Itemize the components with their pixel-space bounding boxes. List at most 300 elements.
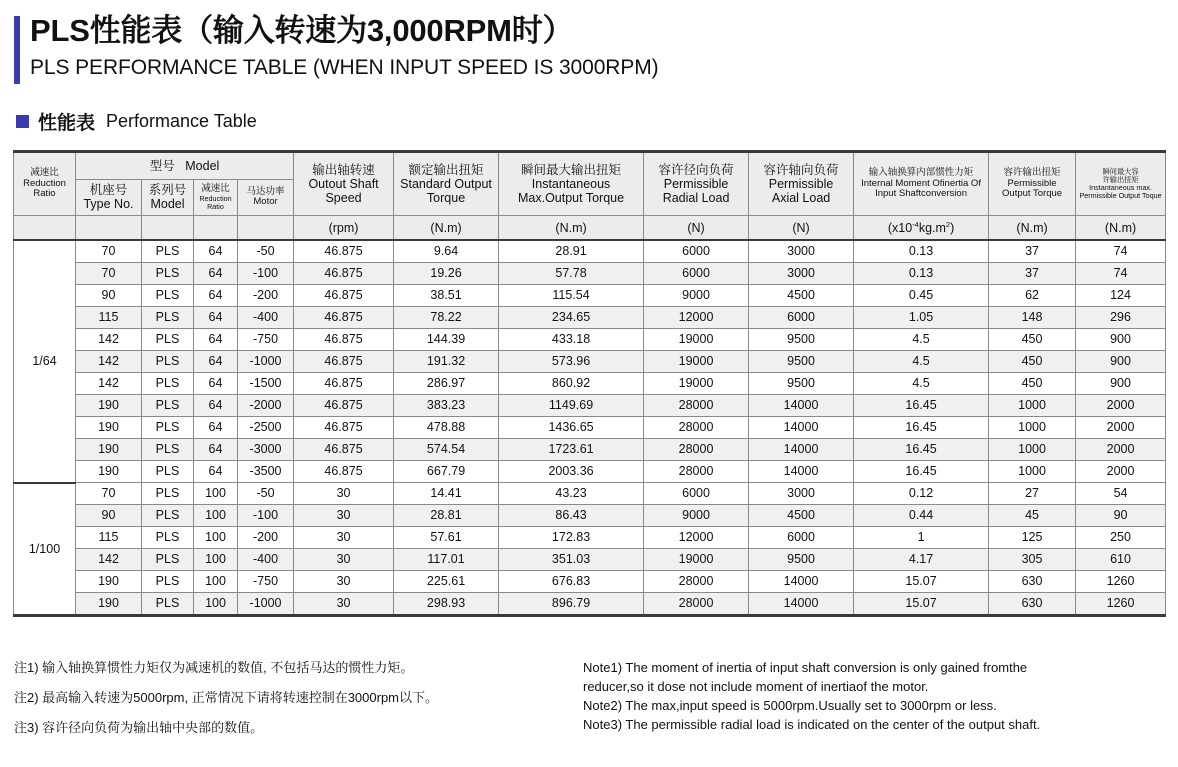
header-max-torque-en1: Instantaneous — [531, 176, 611, 191]
header-model-group-cn: 型号 — [149, 158, 175, 173]
table-cell: PLS — [142, 593, 194, 616]
header-permissible-torque — [989, 151, 1076, 215]
table-cell: 46.875 — [294, 351, 394, 373]
table-cell: 14.41 — [394, 483, 499, 505]
table-cell: 27 — [989, 483, 1076, 505]
table-cell: 142 — [76, 549, 142, 571]
header-inertia-en1: Internal Moment Ofinertia Of — [861, 177, 981, 189]
table-cell: 630 — [989, 571, 1076, 593]
header-series-en: Model — [150, 197, 185, 212]
table-cell: 190 — [76, 571, 142, 593]
table-cell: 45 — [989, 505, 1076, 527]
header-ratio-cn: 减速比 — [201, 183, 230, 195]
table-cell: 0.44 — [854, 505, 989, 527]
table-cell: 1 — [854, 527, 989, 549]
table-cell: 1000 — [989, 395, 1076, 417]
header-standard-torque-en2: Torque — [426, 191, 466, 206]
unit-radial-load: (N) — [644, 215, 749, 240]
table-cell: PLS — [142, 307, 194, 329]
table-cell: 0.13 — [854, 263, 989, 285]
table-cell: 383.23 — [394, 395, 499, 417]
table-cell: 142 — [76, 373, 142, 395]
performance-table-page — [0, 13, 1178, 767]
table-cell: 896.79 — [499, 593, 644, 616]
table-cell: 57.78 — [499, 263, 644, 285]
table-cell: 64 — [194, 439, 238, 461]
table-cell: 298.93 — [394, 593, 499, 616]
table-cell: 15.07 — [854, 571, 989, 593]
table-row — [14, 527, 1166, 549]
table-cell: 46.875 — [294, 285, 394, 307]
header-reduction-ratio-cn: 减速比 — [30, 167, 59, 179]
table-cell: 46.875 — [294, 439, 394, 461]
table-cell: 4.5 — [854, 351, 989, 373]
note-item-cn: 注3) 容许径向负荷为输出轴中央部的数值。 — [14, 720, 264, 735]
table-cell: 90 — [76, 285, 142, 307]
table-cell: 450 — [989, 351, 1076, 373]
table-cell: 37 — [989, 263, 1076, 285]
table-cell: -3000 — [238, 439, 294, 461]
section-label-en: Performance Table — [106, 110, 257, 131]
table-cell: -2500 — [238, 417, 294, 439]
header-motor — [238, 179, 294, 215]
table-cell: 1000 — [989, 461, 1076, 483]
table-row — [14, 439, 1166, 461]
header-axial-load-en2: Axial Load — [771, 191, 831, 206]
table-cell: 12000 — [644, 527, 749, 549]
notes-chinese — [14, 661, 574, 751]
header-ratio-en1: Reduction — [199, 193, 232, 203]
header-output-speed-en1: Outout Shaft — [308, 176, 379, 191]
table-cell: 900 — [1076, 373, 1166, 395]
header-radial-load — [644, 151, 749, 215]
header-model-group — [76, 151, 294, 179]
table-cell: 1000 — [989, 417, 1076, 439]
header-radial-load-en1: Permissible — [663, 176, 729, 191]
table-cell: -3500 — [238, 461, 294, 483]
header-standard-torque-cn: 额定输出扭矩 — [408, 162, 484, 177]
table-cell: 43.23 — [499, 483, 644, 505]
table-cell: -1000 — [238, 351, 294, 373]
unit-output-speed: (rpm) — [294, 215, 394, 240]
header-inertia-cn: 输入轴换算内部惯性力矩 — [868, 167, 974, 179]
table-cell: 14000 — [749, 417, 854, 439]
table-cell: 28.81 — [394, 505, 499, 527]
cell-reduction-ratio: 1/100 — [14, 483, 76, 616]
header-permissible-torque-cn: 容许输出扭矩 — [1003, 167, 1061, 179]
table-cell: 190 — [76, 593, 142, 616]
table-cell: 144.39 — [394, 329, 499, 351]
table-cell: 14000 — [749, 593, 854, 616]
table-row — [14, 505, 1166, 527]
table-cell: 1723.61 — [499, 439, 644, 461]
table-cell: 30 — [294, 483, 394, 505]
table-cell: 6000 — [749, 527, 854, 549]
table-cell: 574.54 — [394, 439, 499, 461]
table-row — [14, 373, 1166, 395]
table-cell: 286.97 — [394, 373, 499, 395]
table-cell: 225.61 — [394, 571, 499, 593]
table-cell: 6000 — [644, 263, 749, 285]
table-row — [14, 307, 1166, 329]
table-cell: 30 — [294, 527, 394, 549]
unit-permissible-torque: (N.m) — [989, 215, 1076, 240]
table-cell: 12000 — [644, 307, 749, 329]
table-cell: 28000 — [644, 439, 749, 461]
table-cell: 64 — [194, 395, 238, 417]
table-cell: 190 — [76, 439, 142, 461]
table-cell: 900 — [1076, 351, 1166, 373]
table-cell: 78.22 — [394, 307, 499, 329]
table-cell: 16.45 — [854, 395, 989, 417]
header-axial-load-cn: 容许轴向负荷 — [763, 162, 839, 177]
table-cell: 9000 — [644, 285, 749, 307]
table-row — [14, 483, 1166, 505]
table-cell: 70 — [76, 240, 142, 263]
table-cell: 860.92 — [499, 373, 644, 395]
header-ratio — [194, 179, 238, 215]
square-bullet-icon — [16, 115, 29, 128]
table-cell: PLS — [142, 483, 194, 505]
header-instant-permissible-en1: Instantaneous max. — [1089, 182, 1152, 192]
table-cell: 4.17 — [854, 549, 989, 571]
header-model-group-en: Model — [185, 158, 220, 173]
note-item-en: Note2) The max,input speed is 5000rpm.Usually set to 3000rpm or less. — [583, 698, 997, 713]
table-cell: 64 — [194, 240, 238, 263]
table-cell: 37 — [989, 240, 1076, 263]
table-cell: 305 — [989, 549, 1076, 571]
header-reduction-ratio-en2: Ratio — [33, 188, 56, 200]
table-cell: 70 — [76, 263, 142, 285]
table-cell: 28000 — [644, 417, 749, 439]
table-cell: 9000 — [644, 505, 749, 527]
note-item-cn: 注1) 输入轴换算惯性力矩仅为减速机的数值, 不包括马达的惯性力矩。 — [14, 660, 414, 675]
header-permissible-torque-en1: Permissible — [1007, 177, 1057, 189]
table-cell: 46.875 — [294, 240, 394, 263]
table-cell: PLS — [142, 373, 194, 395]
table-cell: PLS — [142, 439, 194, 461]
header-instant-permissible-torque — [1076, 151, 1166, 215]
table-cell: 14000 — [749, 571, 854, 593]
header-max-torque — [499, 151, 644, 215]
table-cell: 351.03 — [499, 549, 644, 571]
unit-standard-torque: (N.m) — [394, 215, 499, 240]
header-radial-load-cn: 容许径向负荷 — [658, 162, 734, 177]
table-cell: 28000 — [644, 461, 749, 483]
table-cell: -100 — [238, 505, 294, 527]
table-cell: 191.32 — [394, 351, 499, 373]
table-cell: PLS — [142, 417, 194, 439]
table-cell: 19000 — [644, 329, 749, 351]
table-cell: -1000 — [238, 593, 294, 616]
table-cell: 9500 — [749, 351, 854, 373]
table-cell: -750 — [238, 329, 294, 351]
table-cell: 30 — [294, 571, 394, 593]
page-title-block — [14, 13, 1178, 82]
table-header-row-units — [14, 215, 1166, 240]
table-cell: 172.83 — [499, 527, 644, 549]
table-cell: 15.07 — [854, 593, 989, 616]
header-output-speed — [294, 151, 394, 215]
table-cell: 28000 — [644, 593, 749, 616]
table-cell: 2000 — [1076, 439, 1166, 461]
table-cell: 64 — [194, 329, 238, 351]
table-cell: 190 — [76, 417, 142, 439]
table-cell: 100 — [194, 549, 238, 571]
note-item-cn: 注2) 最高输入转速为5000rpm, 正常情况下请将转速控制在3000rpm以下。 — [14, 690, 439, 705]
table-cell: 6000 — [644, 483, 749, 505]
table-cell: 74 — [1076, 263, 1166, 285]
table-cell: 100 — [194, 593, 238, 616]
table-cell: 86.43 — [499, 505, 644, 527]
table-cell: 9.64 — [394, 240, 499, 263]
unit-max-torque: (N.m) — [499, 215, 644, 240]
table-cell: 450 — [989, 373, 1076, 395]
header-output-speed-cn: 输出轴转速 — [312, 162, 375, 177]
table-cell: -50 — [238, 483, 294, 505]
unit-blank-5 — [238, 215, 294, 240]
table-cell: 30 — [294, 505, 394, 527]
note-item-en: reducer,so it dose not include moment of inertiaof the motor. — [583, 679, 929, 694]
table-cell: 4.5 — [854, 329, 989, 351]
table-cell: 64 — [194, 351, 238, 373]
header-type-no-cn: 机座号 — [89, 183, 128, 198]
table-cell: -50 — [238, 240, 294, 263]
page-title-en: PLS PERFORMANCE TABLE (WHEN INPUT SPEED IS 3000RPM) — [30, 55, 659, 79]
table-cell: 16.45 — [854, 417, 989, 439]
table-cell: -400 — [238, 307, 294, 329]
table-cell: -200 — [238, 285, 294, 307]
table-cell: 74 — [1076, 240, 1166, 263]
table-cell: 90 — [1076, 505, 1166, 527]
table-cell: -100 — [238, 263, 294, 285]
table-cell: 3000 — [749, 483, 854, 505]
table-cell: 0.45 — [854, 285, 989, 307]
header-standard-torque-en1: Standard Output — [400, 176, 492, 191]
unit-blank-3 — [142, 215, 194, 240]
table-cell: PLS — [142, 329, 194, 351]
table-row — [14, 461, 1166, 483]
table-cell: PLS — [142, 571, 194, 593]
header-standard-torque — [394, 151, 499, 215]
table-cell: 64 — [194, 461, 238, 483]
table-row — [14, 240, 1166, 263]
table-cell: -1500 — [238, 373, 294, 395]
unit-instant-permissible-torque: (N.m) — [1076, 215, 1166, 240]
table-cell: 28.91 — [499, 240, 644, 263]
table-cell: 46.875 — [294, 461, 394, 483]
table-cell: 14000 — [749, 395, 854, 417]
table-row — [14, 571, 1166, 593]
table-cell: 30 — [294, 593, 394, 616]
table-row — [14, 329, 1166, 351]
table-cell: 64 — [194, 417, 238, 439]
table-cell: 0.12 — [854, 483, 989, 505]
table-cell: 100 — [194, 483, 238, 505]
table-cell: 3000 — [749, 240, 854, 263]
table-cell: 19000 — [644, 549, 749, 571]
header-type-no-en: Type No. — [83, 197, 134, 212]
table-cell: -400 — [238, 549, 294, 571]
table-cell: PLS — [142, 263, 194, 285]
table-cell: 1.05 — [854, 307, 989, 329]
table-cell: 234.65 — [499, 307, 644, 329]
table-cell: 4500 — [749, 285, 854, 307]
table-row — [14, 263, 1166, 285]
table-cell: 148 — [989, 307, 1076, 329]
performance-table-wrap — [13, 150, 1165, 618]
unit-inertia: $(x10^{-4}kg.m^2)$ — [854, 215, 989, 240]
table-row — [14, 549, 1166, 571]
table-cell: 4.5 — [854, 373, 989, 395]
table-cell: 90 — [76, 505, 142, 527]
unit-blank-2 — [76, 215, 142, 240]
note-item-en: Note3) The permissible radial load is indicated on the center of the output shaft. — [583, 717, 1041, 732]
table-cell: 450 — [989, 329, 1076, 351]
table-cell: 70 — [76, 483, 142, 505]
table-cell: 630 — [989, 593, 1076, 616]
table-cell: 125 — [989, 527, 1076, 549]
table-cell: 46.875 — [294, 395, 394, 417]
cell-reduction-ratio: 1/64 — [14, 240, 76, 483]
page-title-cn: PLS性能表（输入转速为3,000RPM时） — [30, 13, 574, 48]
table-cell: 142 — [76, 329, 142, 351]
table-cell: 117.01 — [394, 549, 499, 571]
header-inertia — [854, 151, 989, 215]
table-cell: 9500 — [749, 329, 854, 351]
table-cell: 478.88 — [394, 417, 499, 439]
table-cell: 900 — [1076, 329, 1166, 351]
title-accent-bar — [14, 16, 20, 84]
table-cell: 64 — [194, 307, 238, 329]
table-cell: 62 — [989, 285, 1076, 307]
table-cell: 4500 — [749, 505, 854, 527]
table-cell: 100 — [194, 527, 238, 549]
performance-table — [13, 150, 1166, 618]
unit-blank-4 — [194, 215, 238, 240]
table-body — [14, 240, 1166, 616]
table-row — [14, 285, 1166, 307]
table-cell: 46.875 — [294, 329, 394, 351]
table-row — [14, 351, 1166, 373]
table-cell: 6000 — [644, 240, 749, 263]
table-cell: 1260 — [1076, 593, 1166, 616]
table-cell: 573.96 — [499, 351, 644, 373]
table-cell: 667.79 — [394, 461, 499, 483]
header-motor-cn: 马达功率 — [246, 185, 285, 197]
table-cell: 115 — [76, 527, 142, 549]
table-cell: 30 — [294, 549, 394, 571]
header-permissible-torque-en2: Output Torque — [1002, 188, 1063, 200]
table-cell: 14000 — [749, 461, 854, 483]
header-reduction-ratio — [14, 151, 76, 215]
header-max-torque-cn: 瞬间最大输出扭矩 — [521, 162, 622, 177]
header-reduction-ratio-en1: Reduction — [23, 177, 66, 189]
table-cell: 1436.65 — [499, 417, 644, 439]
header-instant-permissible-cn2: 许输出扭矩 — [1102, 174, 1139, 184]
table-cell: PLS — [142, 505, 194, 527]
table-cell: 250 — [1076, 527, 1166, 549]
unit-blank-1 — [14, 215, 76, 240]
table-cell: 3000 — [749, 263, 854, 285]
table-cell: 64 — [194, 263, 238, 285]
table-cell: 115.54 — [499, 285, 644, 307]
header-instant-permissible-cn1: 瞬间最大容 — [1102, 166, 1139, 176]
section-heading — [16, 108, 1178, 135]
header-series-cn: 系列号 — [148, 183, 187, 198]
table-cell: PLS — [142, 461, 194, 483]
table-cell: 2000 — [1076, 461, 1166, 483]
table-row — [14, 395, 1166, 417]
table-cell: -200 — [238, 527, 294, 549]
table-cell: 28000 — [644, 395, 749, 417]
header-axial-load — [749, 151, 854, 215]
header-radial-load-en2: Radial Load — [662, 191, 730, 206]
table-cell: 14000 — [749, 439, 854, 461]
table-cell: 190 — [76, 461, 142, 483]
table-row — [14, 593, 1166, 616]
table-cell: 124 — [1076, 285, 1166, 307]
table-cell: 54 — [1076, 483, 1166, 505]
table-cell: 9500 — [749, 373, 854, 395]
table-cell: 296 — [1076, 307, 1166, 329]
header-instant-permissible-en2: Permissible Output Toque — [1079, 190, 1162, 200]
header-inertia-en2: Input Shaftconversion — [875, 188, 967, 200]
table-cell: 1260 — [1076, 571, 1166, 593]
table-cell: -750 — [238, 571, 294, 593]
table-row — [14, 417, 1166, 439]
header-motor-en: Motor — [253, 196, 278, 208]
table-cell: 19000 — [644, 373, 749, 395]
note-item-en: Note1) The moment of inertia of input shaft conversion is only gained fromthe — [583, 660, 1028, 675]
table-cell: 100 — [194, 571, 238, 593]
table-header-row-top — [14, 151, 1166, 179]
table-cell: 38.51 — [394, 285, 499, 307]
table-cell: PLS — [142, 240, 194, 263]
table-cell: 16.45 — [854, 461, 989, 483]
table-cell: 9500 — [749, 549, 854, 571]
table-cell: 19000 — [644, 351, 749, 373]
table-cell: 676.83 — [499, 571, 644, 593]
table-cell: 16.45 — [854, 439, 989, 461]
table-cell: 1149.69 — [499, 395, 644, 417]
table-cell: 610 — [1076, 549, 1166, 571]
header-output-speed-en2: Speed — [325, 191, 362, 206]
header-max-torque-en2: Max.Output Torque — [518, 191, 625, 206]
table-cell: 46.875 — [294, 307, 394, 329]
table-cell: PLS — [142, 395, 194, 417]
table-cell: 433.18 — [499, 329, 644, 351]
header-ratio-en2: Ratio — [207, 201, 224, 211]
table-cell: 46.875 — [294, 263, 394, 285]
table-cell: -2000 — [238, 395, 294, 417]
table-cell: 28000 — [644, 571, 749, 593]
table-cell: 115 — [76, 307, 142, 329]
table-cell: 190 — [76, 395, 142, 417]
table-cell: 46.875 — [294, 417, 394, 439]
section-label-cn: 性能表 — [38, 112, 96, 134]
table-cell: 2000 — [1076, 395, 1166, 417]
table-cell: PLS — [142, 549, 194, 571]
header-series-model — [142, 179, 194, 215]
header-type-no — [76, 179, 142, 215]
notes-english — [583, 661, 1173, 737]
table-cell: PLS — [142, 351, 194, 373]
table-cell: 64 — [194, 285, 238, 307]
table-cell: PLS — [142, 527, 194, 549]
table-cell: 19.26 — [394, 263, 499, 285]
table-cell: 64 — [194, 373, 238, 395]
